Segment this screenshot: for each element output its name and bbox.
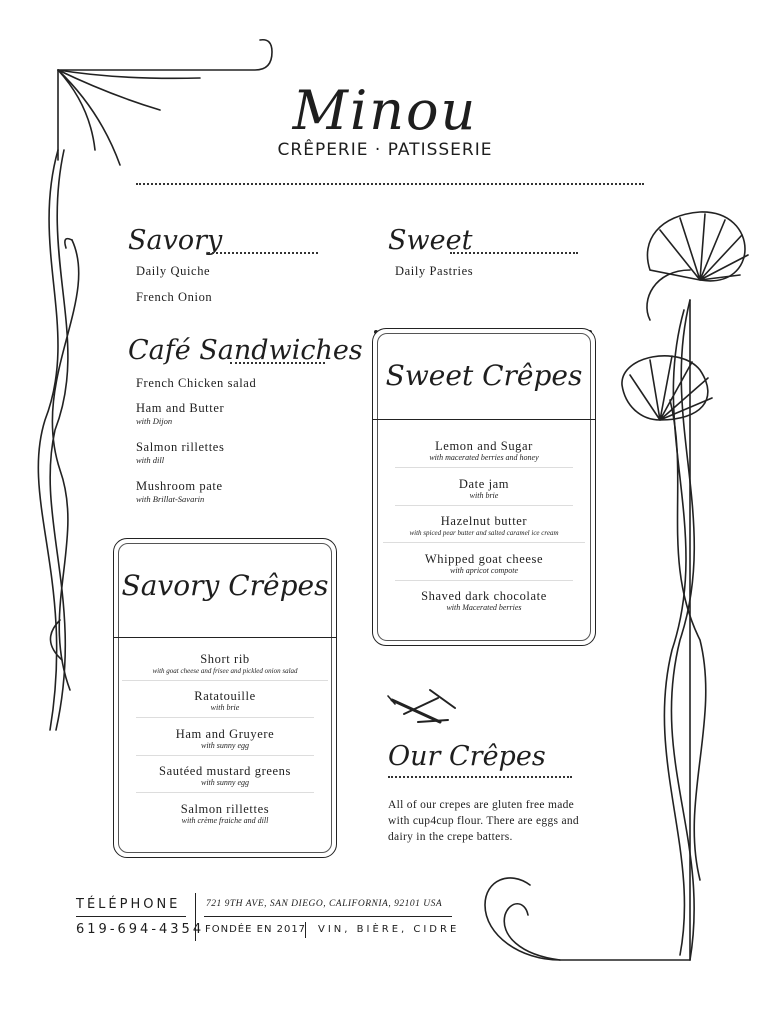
crepe-note: with Macerated berries [446, 603, 522, 612]
crepe-name: Ham and Gruyere [175, 727, 275, 741]
crepe-item [395, 477, 573, 506]
sweet-crepes-card [372, 328, 596, 646]
crepe-item [136, 727, 314, 756]
sweet-item: Daily Pastries [395, 264, 474, 278]
restaurant-subtitle: CRÊPERIE · PATISSERIE [277, 140, 493, 160]
crepe-name: Short rib [200, 652, 250, 666]
card-title-savory-crepes: Savory Crêpes [121, 569, 329, 602]
telephone-number[interactable]: 619-694-4354 [76, 922, 205, 937]
sandwich-note: with Brillat-Savarin [136, 494, 205, 504]
sandwich-item: Ham and Butter [136, 401, 225, 415]
telephone-label: TÉLÉPHONE [76, 897, 181, 912]
crepe-note: with sunny egg [201, 778, 249, 787]
crepe-note: with macerated berries and honey [429, 453, 539, 462]
crepe-item [122, 652, 328, 681]
crepe-name: Sautéed mustard greens [159, 764, 291, 778]
crepe-name: Date jam [458, 477, 510, 491]
crepe-item [136, 802, 314, 830]
footer-rule [76, 916, 186, 917]
section-title-our-crepes: Our Crêpes [388, 741, 546, 772]
drinks-tagline: VIN, BIÈRE, CIDRE [318, 924, 460, 935]
logo-block [240, 80, 530, 160]
card-title-sweet-crepes: Sweet Crêpes [385, 359, 583, 392]
footer-rule [204, 916, 452, 917]
crepe-item [395, 552, 573, 581]
section-title-sweet: Sweet [388, 225, 473, 256]
restaurant-name: Minou [292, 79, 478, 142]
crepe-note: with crème fraiche and dill [181, 816, 269, 825]
crepe-item [136, 689, 314, 718]
section-title-savory: Savory [128, 225, 223, 256]
crepe-name: Hazelnut butter [440, 514, 528, 528]
card-rule [114, 637, 336, 638]
crepe-note: with apricot compote [450, 566, 518, 575]
savory-divider [208, 252, 318, 254]
sweet-divider [450, 252, 578, 254]
sandwich-note: with dill [136, 455, 165, 465]
footer-divider-small [305, 922, 306, 938]
crepe-note: with brie [469, 491, 499, 500]
crepe-note: with brie [210, 703, 240, 712]
our-crepes-divider [388, 776, 572, 778]
footer-vertical-divider [195, 893, 196, 941]
crepe-note: with goat cheese and frisee and pickled onion salad [152, 667, 298, 675]
crepe-note: with spiced pear butter and salted caramel ice cream [409, 529, 559, 537]
crepe-item [395, 439, 573, 468]
crepe-name: Shaved dark chocolate [421, 589, 547, 603]
savory-crepes-card [113, 538, 337, 858]
address: 721 9TH AVE, SAN DIEGO, CALIFORNIA, 92101 USA [206, 899, 443, 909]
sandwich-item: French Chicken salad [136, 376, 257, 390]
crepe-item [136, 764, 314, 793]
crepe-item [395, 589, 573, 617]
crepe-name: Ratatouille [194, 689, 256, 703]
founded-year: FONDÉE EN 2017 [205, 924, 307, 935]
crepe-name: Salmon rillettes [180, 802, 270, 816]
crepe-note: with sunny egg [201, 741, 249, 750]
savory-item: French Onion [136, 290, 213, 304]
header-divider [136, 183, 644, 185]
section-title-cafe-sandwiches: Café Sandwiches [128, 335, 363, 366]
sandwich-item: Mushroom pate [136, 479, 223, 493]
our-crepes-description: All of our crepes are gluten free made with cup4cup flour. There are eggs and dairy in the crepe batters. [388, 799, 579, 843]
cafe-divider [230, 362, 325, 364]
crepe-name: Whipped goat cheese [424, 552, 544, 566]
card-rule [373, 419, 595, 420]
savory-item: Daily Quiche [136, 264, 211, 278]
crepe-item [383, 514, 585, 543]
crepe-name: Lemon and Sugar [435, 439, 533, 453]
sandwich-note: with Dijon [136, 416, 173, 426]
sandwich-item: Salmon rillettes [136, 440, 225, 454]
